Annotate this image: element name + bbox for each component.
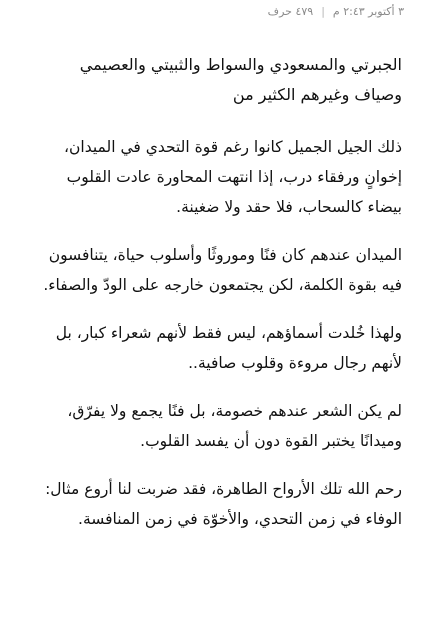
text-line: فيه بقوة الكلمة، لكن يجتمعون خارجه على الودّ والصفاء. <box>43 276 402 294</box>
text-line: الوفاء في زمن التحدي، والأخوّة في زمن المنافسة. <box>78 510 402 528</box>
note-paragraph <box>22 474 402 534</box>
text-line: الجبرتي والمسعودي والسواط والثبيتي والعصيمي <box>79 55 402 74</box>
text-line: ذلك الجيل الجميل كانوا رغم قوة التحدي في الميدان، <box>64 138 402 156</box>
note-date: ٣ أكتوبر ٢:٤٣ م <box>332 5 404 18</box>
note-paragraph <box>22 240 402 300</box>
character-count: ٤٧٩ حرف <box>267 5 314 18</box>
note-paragraph <box>22 50 402 110</box>
note-paragraph <box>22 396 402 456</box>
note-meta-bar <box>268 5 404 18</box>
text-line: وصياف وغيرهم الكثير من <box>232 85 402 104</box>
text-line: وميدانًا يختبر القوة دون أن يفسد القلوب. <box>140 432 402 450</box>
meta-separator: | <box>321 5 325 18</box>
text-line: لأنهم رجال مروءة وقلوب صافية.. <box>188 354 402 372</box>
text-line: الميدان عندهم كان فنًا وموروثًا وأسلوب حياة، يتنافسون <box>48 246 402 264</box>
text-line: بيضاء كالسحاب، فلا حقد ولا ضغينة. <box>176 198 402 216</box>
note-body[interactable] <box>22 50 402 552</box>
text-line: رحم الله تلك الأرواح الطاهرة، فقد ضربت لنا أروع مثال: <box>45 480 402 498</box>
text-line: لم يكن الشعر عندهم خصومة، بل فنًا يجمع ولا يفرّق، <box>67 402 402 420</box>
note-paragraph <box>22 318 402 378</box>
text-line: ولهذا خُلدت أسماؤهم، ليس فقط لأنهم شعراء كبار، بل <box>55 324 402 342</box>
text-line: إخوانٍ ورفقاء درب، إذا انتهت المحاورة عادت القلوب <box>66 168 402 186</box>
note-paragraph <box>22 132 402 222</box>
